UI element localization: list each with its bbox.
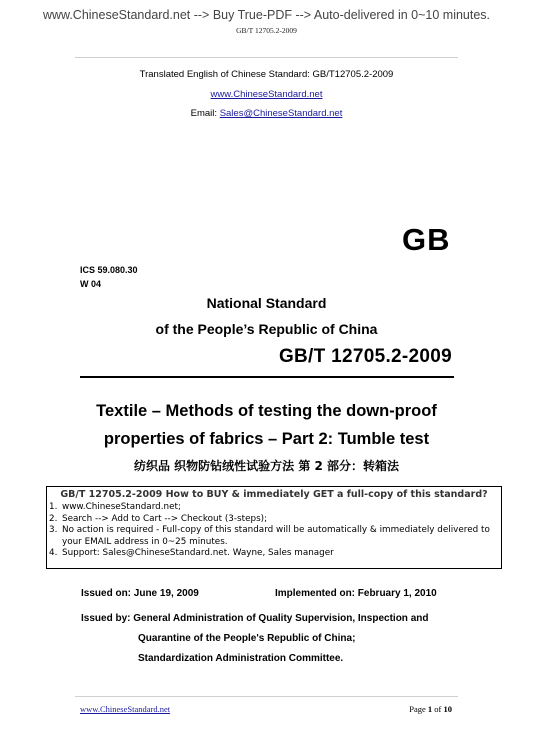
page-indicator [409,704,452,714]
title-divider [80,376,454,378]
list-item-number: 3. [49,525,58,535]
footer-site-link[interactable]: www.ChineseStandard.net [80,704,171,714]
page-total: 10 [443,704,452,714]
issued-by [81,609,428,669]
prc-heading: of the People’s Republic of China [155,321,378,337]
ics-code: ICS 59.080.30 [80,265,138,275]
list-item [47,525,501,548]
list-item-number: 2. [49,513,58,524]
list-item-number: 1. [49,502,58,512]
footer-divider [75,696,458,697]
list-item [47,548,501,560]
page-current: 1 [427,704,433,714]
email-line [0,108,533,119]
title-line-1: Textile – Methods of testing the down-proof [96,402,437,420]
issued-on: Issued on: June 19, 2009 [81,588,199,599]
gb-logo: GB [402,222,451,257]
issued-by-line-1: Issued by: General Administration of Quality Supervision, Inspection and [81,613,429,624]
list-item [47,514,501,526]
list-item-text: Support: Sales@ChineseStandard.net. Wayne, Sales manager [62,548,334,558]
implemented-on: Implemented on: February 1, 2010 [275,588,437,599]
classification-code: W 04 [80,279,102,289]
national-standard-heading: National Standard [206,295,327,311]
header-standard-number: GB/T 12705.2-2009 [236,26,297,35]
top-banner: www.ChineseStandard.net --> Buy True-PDF --> Auto-delivered in 0~10 minutes. [42,8,491,22]
list-item-number: 4. [49,548,58,558]
standard-number: GB/T 12705.2-2009 [278,346,452,367]
email-label: Email: [190,108,220,119]
header-divider [75,57,458,58]
site-link[interactable]: www.ChineseStandard.net [210,89,323,100]
title-line-2: properties of fabrics – Part 2: Tumble test [103,430,430,448]
buy-steps-list [47,502,501,560]
translation-note: Translated English of Chinese Standard: GB/T12705.2-2009 [139,69,394,80]
list-item [47,502,501,514]
list-item-text: www.ChineseStandard.net; [62,502,181,512]
buy-heading: GB/T 12705.2-2009 How to BUY & immediately GET a full-copy of this standard? [60,489,488,500]
page-of: of [432,704,444,714]
list-item-text: No action is required - Full-copy of this standard will be automatically & immediately delivered to your EMAIL address in 0~25 minutes. [62,525,490,547]
chinese-title: 纺织品 织物防钻绒性试验方法 第 2 部分：转箱法 [133,459,400,473]
list-item-text: Search --> Add to Cart --> Checkout (3-steps); [62,513,268,524]
document-title [0,397,533,453]
issued-by-line-3: Standardization Administration Committee. [138,653,344,664]
buy-info-box [46,486,502,569]
page-prefix: Page [409,704,428,714]
email-link[interactable]: Sales@ChineseStandard.net [219,108,343,119]
issued-by-line-2: Quarantine of the People's Republic of China; [138,633,356,644]
